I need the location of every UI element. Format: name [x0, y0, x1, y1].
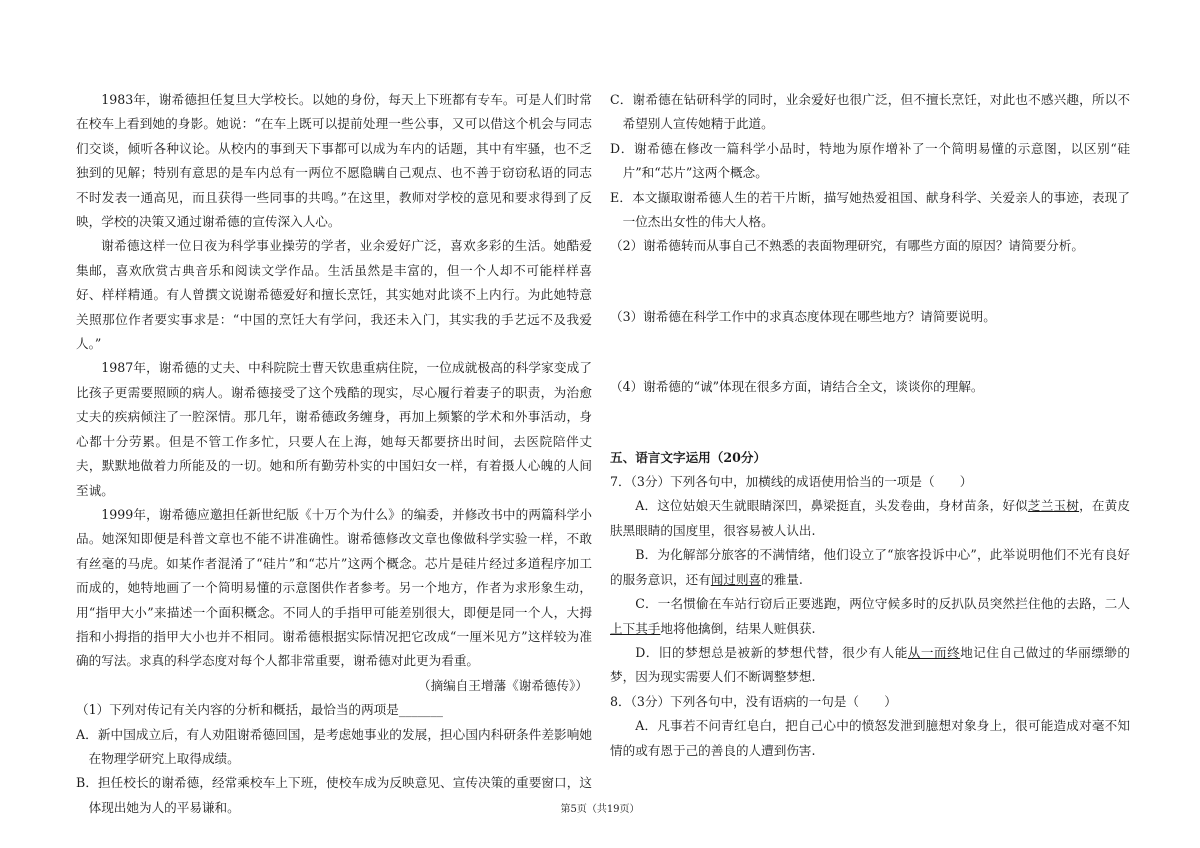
- q7-option-b-text-2: 的雅量.: [761, 571, 803, 587]
- option-c: C．谢希德在钻研科学的同时，业余爱好也很广泛，但不擅长烹饪，对此也不感兴趣，所以不希望别人宣传她精于此道。: [610, 92, 1130, 132]
- question-2: （2）谢希德转而从事自己不熟悉的表面物理研究，有哪些方面的原因？请简要分析。: [610, 238, 1084, 254]
- q7-option-a-text-1: A．这位姑娘天生就眼睛深凹，鼻梁挺直，头发卷曲，身材苗条，好似: [635, 498, 1028, 514]
- question-3: （3）谢希德在科学工作中的求真态度体现在哪些地方？请简要说明。: [610, 308, 996, 324]
- q7-option-a: [610, 494, 1130, 543]
- paragraph-hobbies: 谢希德这样一位日夜为科学事业操劳的学者，业余爱好广泛，喜欢多彩的生活。她酷爱集邮，喜欢欣赏古典音乐和阅读文学作品。生活虽然是丰富的，但一个人却不可能样样喜好、样样精通。有人曾撰文说谢希德爱好和擅长烹饪，其实她对此谈不上内行。为此她特意关照那位作者要实事求是：“中国的烹饪大有学问，我还未入门，其实我的手艺远不及我爱人。”: [76, 238, 592, 352]
- q7-option-c-text-2: 地将他擒倒，结果人赃俱获.: [660, 620, 816, 636]
- q7-option-c-text-1: C．一名惯偷在车站行窃后正要逃跑，两位守候多时的反扒队员突然拦住他的去路，二人: [635, 596, 1130, 612]
- option-d: D．谢希德在修改一篇科学小品时，特地为原作增补了一个简明易懂的示意图，以区别“硅片”和“芯片”这两个概念。: [610, 140, 1130, 181]
- q7-option-c-idiom: 上下其手: [610, 620, 661, 636]
- paragraph-1987: 1987年，谢希德的丈夫、中科院院士曹天钦患重病住院，一位成就极高的科学家变成了比孩子更需要照顾的病人。谢希德接受了这个残酷的现实，尽心履行着妻子的职责，为治愈丈夫的疾病倾注了一腔深情。那几年，谢希德政务缠身，再加上频繁的学术和外事活动，身心都十分劳累。但是不管工作多忙，只要人在上海，她每天都要挤出时间，去医院陪伴丈夫，默默地做着力所能及的一切。她和所有勤劳朴实的中国妇女一样，有着摄人心魄的人间至诚。: [76, 360, 592, 498]
- question-4: （4）谢希德的“诚”体现在很多方面，请结合全文，谈谈你的理解。: [610, 379, 984, 395]
- question-8: 8．（3分）下列各句中，没有语病的一句是（ ）: [610, 693, 897, 709]
- q7-option-d-text-2: 地记住自己做过的华丽缥缈的梦，因为现实需要人们不断调整梦想.: [610, 644, 1130, 685]
- option-b: B．担任校长的谢希德，经常乘校车上下班，使校车成为反映意见、宣传决策的重要窗口，这体现出她为人的平易谦和。: [76, 775, 592, 815]
- q7-option-b-text-1: B．为化解部分旅客的不满情绪，他们设立了“旅客投诉中心”，此举说明他们不光有良好的服务意识，还有: [610, 547, 1130, 587]
- q8-option-a: A．凡事若不问青红皂白，把自己心中的愤怒发泄到臆想对象身上，很可能造成对毫不知情的或有恩于己的善良的人遭到伤害.: [610, 718, 1130, 758]
- q7-option-d: [610, 641, 1130, 690]
- paragraph-1999: 1999年，谢希德应邀担任新世纪版《十万个为什么》的编委，并修改书中的两篇科学小品。她深知即便是科普文章也不能不讲准确性。谢希德修改文章也像做科学实验一样，不敢有丝毫的马虎。如某作者混淆了“硅片”和“芯片”这两个概念。芯片是硅片经过多道程序加工而成的，她特地画了一个简明易懂的示意图供作者参考。另一个地方，作者为求形象生动，用“指甲大小”来描述一个面积概念。不同人的手指甲可能差别很大，即便是同一个人，大拇指和小拇指的指甲大小也并不相同。谢希德根据实际情况把它改成“一厘米见方”这样较为准确的写法。求真的科学态度对每个人都非常重要，谢希德对此更为看重。: [76, 506, 592, 669]
- option-e: E．本文撷取谢希德人生的若干片断，描写她热爱祖国、献身科学、关爱亲人的事迹，表现了一位杰出女性的伟大人格。: [610, 189, 1130, 230]
- q7-option-a-text-2: ，在黄皮肤黑眼睛的国度里，很容易被人认出.: [610, 498, 1131, 538]
- left-column: [76, 88, 592, 820]
- q7-option-d-text-1: D．旧的梦想总是被新的梦想代替，很少有人能: [635, 644, 908, 660]
- q7-option-d-idiom: 从一而终: [907, 644, 961, 660]
- paragraph-1983: 1983年，谢希德担任复旦大学校长。以她的身份，每天上下班都有专车。可是人们时常在校车上看到她的身影。她说：“在车上既可以提前处理一些公事，又可以借这个机会与同志们交谈，倾听各种议论。从校内的事到天下事都可以成为车内的话题，其中有牢骚，也不乏独到的见解；特别有意思的是车内总有一两位不愿隐瞒自己观点、也不善于窃窃私语的同志不时发表一通高见，而且获得一些同事的共鸣。”在这里，教师对学校的意见和要求得到了反映，学校的决策又通过谢希德的宣传深入人心。: [76, 92, 592, 230]
- question-7: 7．（3分）下列各句中，加横线的成语使用恰当的一项是（ ）: [610, 474, 973, 490]
- q7-option-b-idiom: 闻过则喜: [710, 571, 762, 587]
- answer-space-4: [610, 400, 1130, 446]
- section-5-heading: 五、语言文字运用（20分）: [610, 449, 767, 465]
- option-a: A．新中国成立后，有人劝阻谢希德回国，是考虑她事业的发展，担心国内科研条件差影响她在物理学研究上取得成绩。: [76, 726, 592, 766]
- question-1: （1）下列对传记有关内容的分析和概括，最恰当的两项是_______: [76, 702, 443, 718]
- answer-space-2: [610, 259, 1130, 305]
- q7-option-c: [610, 592, 1130, 641]
- q7-option-b: [610, 543, 1130, 592]
- page-footer: 第5页（共19页）: [560, 804, 640, 815]
- right-column: [610, 88, 1130, 763]
- answer-space-3: [610, 329, 1130, 375]
- q7-option-a-idiom: 芝兰玉树: [1027, 498, 1080, 514]
- source-citation: （摘编自王增藩《谢希德传》）: [417, 677, 588, 693]
